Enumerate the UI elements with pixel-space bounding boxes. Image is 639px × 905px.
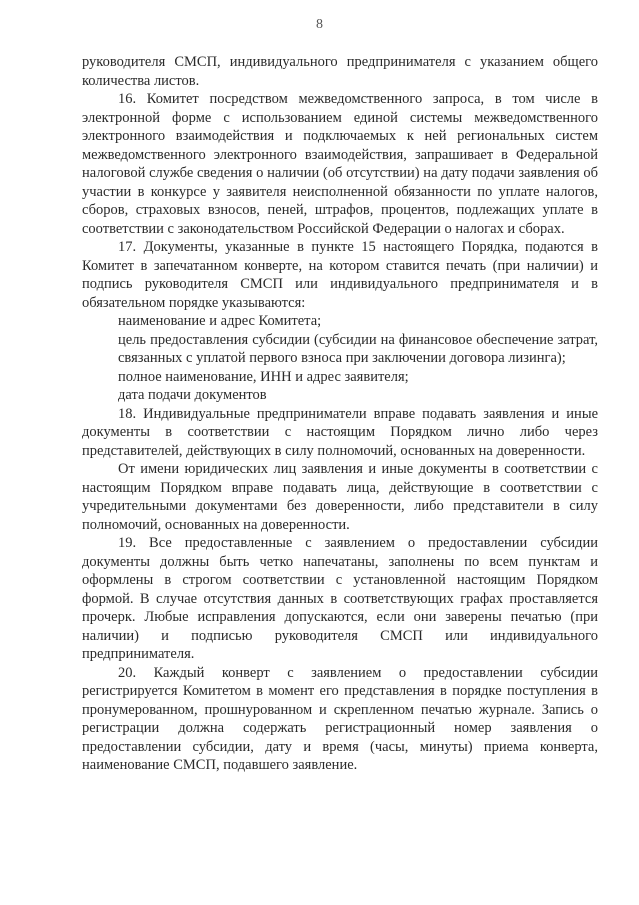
paragraph-17: 17. Документы, указанные в пункте 15 настоящего Порядка, подаются в Комитет в запечатанном конверте, на котором ставится печать (при наличии) и подпись руководителя СМСП или индивидуального предпринимателя и в обязательном порядке указываются: <box>82 239 598 311</box>
paragraph-20: 20. Каждый конверт с заявлением о предоставлении субсидии регистрируется Комитетом в момент его представления в порядке поступления в пронумерованном, прошнурованном и скрепленном печатью журнале. Запись о регистрации должна содержать регистрационный номер заявления о предоставлении субсидии, дату и время (часы, минуты) приема конверта, наименование СМСП, подавшего заявление. <box>82 664 598 773</box>
paragraph-19: 19. Все предоставленные с заявлением о предоставлении субсидии документы должны быть четко напечатаны, заполнены по всем пунктам и оформлены в строгом соответствии с установленной настоящим Порядком формой. В случае отсутствия данных в соответствующих графах проставляется прочерк. Любые исправления допускаются, если они заверены печатью (при наличии) и подписью руководителя СМСП или индивидуального предпринимателя. <box>82 535 598 662</box>
paragraph-18-legal-entities: От имени юридических лиц заявления и иные документы в соответствии с настоящим Порядком вправе подавать лица, действующие в соответствии с учредительными документами без доверенности, либо представители в силу полномочий, основанных на доверенности. <box>82 461 598 533</box>
list-item-applicant-details: полное наименование, ИНН и адрес заявителя; <box>118 368 409 385</box>
list-item-subsidy-purpose: цель предоставления субсидии (субсидии на финансовое обеспечение затрат, связанных с уплатой первого взноса при заключении договора лизинга); <box>118 331 598 366</box>
paragraph-continuation: руководителя СМСП, индивидуального предпринимателя с указанием общего количества листов. <box>82 54 598 89</box>
list-item-submission-date: дата подачи документов <box>118 387 267 403</box>
page-number: 8 <box>316 17 323 32</box>
document-body <box>82 53 598 775</box>
paragraph-18: 18. Индивидуальные предприниматели вправе подавать заявления и иные документы в соответствии с настоящим Порядком лично либо через представителей, действующих в силу полномочий, основанных на доверенности. <box>82 405 598 459</box>
paragraph-16: 16. Комитет посредством межведомственного запроса, в том числе в электронной форме с использованием единой системы межведомственного электронного взаимодействия и подключаемых к ней региональных систем межведомственного электронного взаимодействия, запрашивает в Федеральной налоговой службе сведения о наличии (об отсутствии) на дату подачи заявления об участии в конкурсе у заявителя неисполненной обязанности по уплате налогов, сборов, страховых взносов, пеней, штрафов, процентов, подлежащих уплате в соответствии с законодательством Российской Федерации о налогах и сборах. <box>82 91 598 237</box>
list-item-committee-name: наименование и адрес Комитета; <box>118 313 322 329</box>
